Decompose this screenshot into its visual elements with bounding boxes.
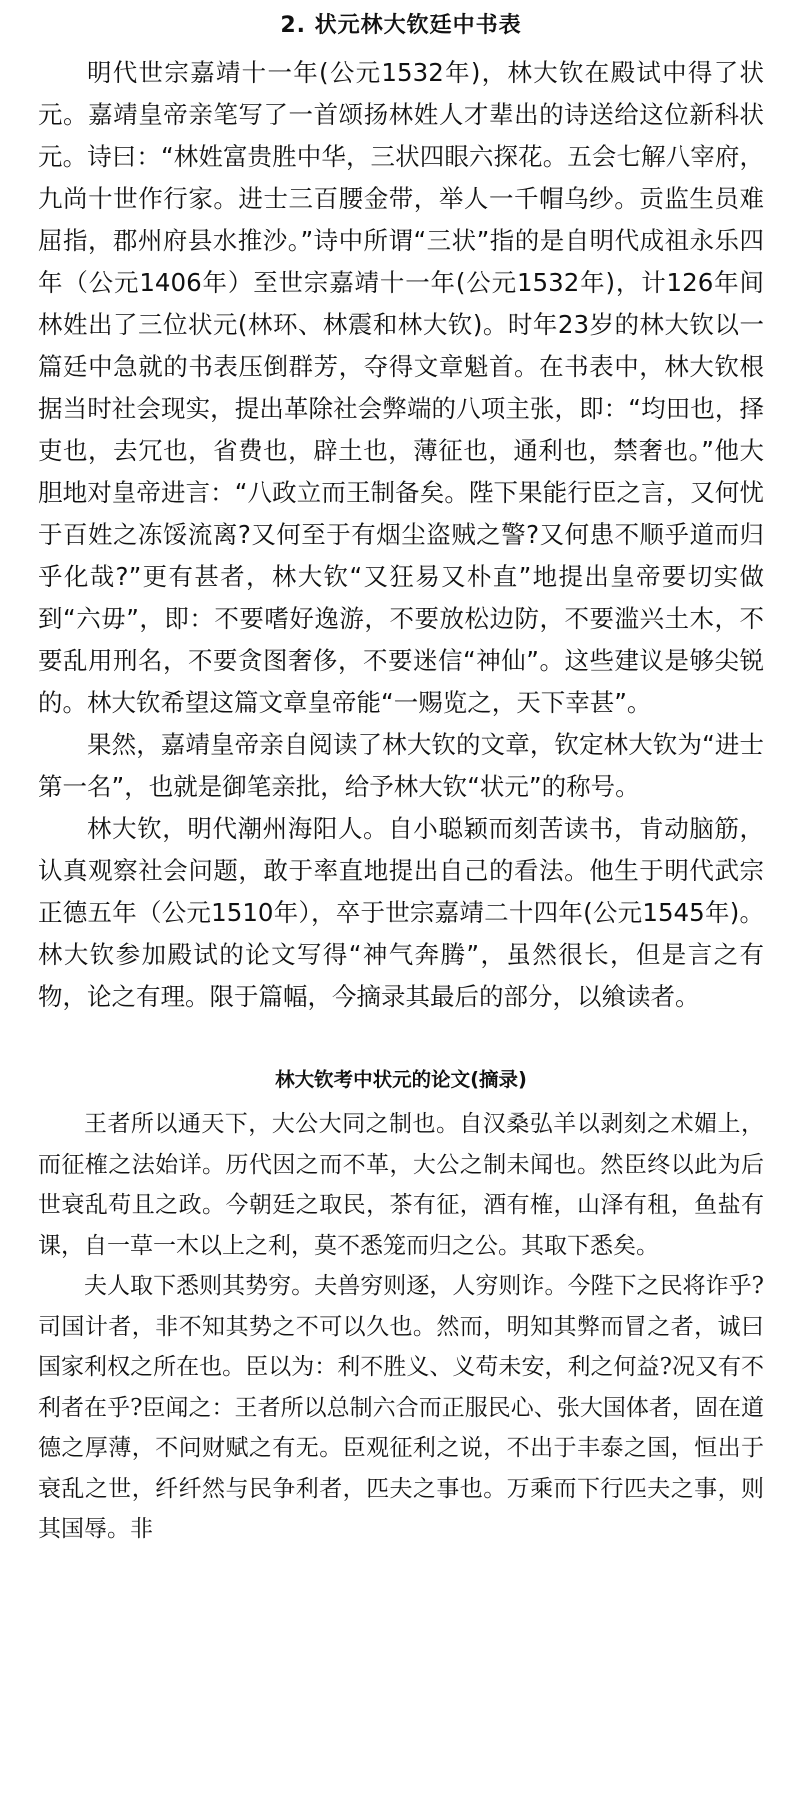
intro-paragraph: 明代世宗嘉靖十一年(公元1532年)，林大钦在殿试中得了状元。嘉靖皇帝亲笔写了一首颂扬林姓人才辈出的诗送给这位新科状元。诗曰：“林姓富贵胜中华，三状四眼六探花。五会七解八宰府，九尚十世作行家。进士三百腰金带，举人一千帽乌纱。贡监生员难屈指，郡州府县水推沙。”诗中所谓“三状”指的是自明代成祖永乐四年（公元1406年）至世宗嘉靖十一年(公元1532年)，计126年间林姓出了三位状元(林环、林震和林大钦)。时年23岁的林大钦以一篇廷中急就的书表压倒群芳，夺得文章魁首。在书表中，林大钦根据当时社会现实，提出革除社会弊端的八项主张，即：“均田也，择吏也，去冗也，省费也，辟土也，薄征也，通利也，禁奢也。”他大胆地对皇帝进言：“八政立而王制备矣。陛下果能行臣之言，又何忧于百姓之冻馁流离?又何至于有烟尘盗贼之警?又何患不顺乎道而归乎化哉?”更有甚者，林大钦“又狂易又朴直”地提出皇帝要切实做到“六毋”，即：不要嗜好逸游，不要放松边防，不要滥兴土木，不要乱用刑名，不要贪图奢侈，不要迷信“神仙”。这些建议是够尖锐的。林大钦希望这篇文章皇帝能“一赐览之，天下幸甚”。: [38, 58, 764, 717]
excerpt-paragraph: 夫人取下悉则其势穷。夫兽穷则逐，人穷则诈。今陛下之民将诈乎?司国计者，非不知其势之不可以久也。然而，明知其弊而冒之者，诚曰国家利权之所在也。臣以为：利不胜义、义苟未安，利之何益?况又有不利者在乎?臣闻之：王者所以总制六合而正服民心、张大国体者，固在道德之厚薄，不问财赋之有无。臣观征利之说，不出于丰泰之国，恒出于衰乱之世，纤纤然与民争利者，匹夫之事也。万乘而下行匹夫之事，则其国辱。非: [38, 1273, 764, 1542]
excerpt-section: [38, 1104, 764, 1550]
intro-paragraph: 林大钦，明代潮州海阳人。自小聪颖而刻苦读书，肯动脑筋，认真观察社会问题，敢于率直地提出自己的看法。他生于明代武宗正德五年（公元1510年），卒于世宗嘉靖二十四年(公元1545年)。林大钦参加殿试的论文写得“神气奔腾”，虽然很长，但是言之有物，论之有理。限于篇幅，今摘录其最后的部分，以飨读者。: [38, 814, 764, 1011]
document-page: [38, 0, 764, 1550]
intro-paragraph: 果然，嘉靖皇帝亲自阅读了林大钦的文章，钦定林大钦为“进士第一名”，也就是御笔亲批，给予林大钦“状元”的称号。: [38, 730, 764, 801]
excerpt-paragraph: 王者所以通天下，大公大同之制也。自汉桑弘羊以剥刻之术媚上，而征榷之法始详。历代因之而不革，大公之制未闻也。然臣终以此为后世衰乱苟且之政。今朝廷之取民，茶有征，酒有榷，山泽有租，鱼盐有课，自一草一木以上之利，莫不悉笼而归之公。其取下悉矣。: [38, 1111, 764, 1259]
document-title: 2. 状元林大钦廷中书表: [280, 13, 522, 38]
excerpt-title: 林大钦考中状元的论文(摘录): [275, 1068, 527, 1091]
intro-section: [38, 52, 764, 1018]
